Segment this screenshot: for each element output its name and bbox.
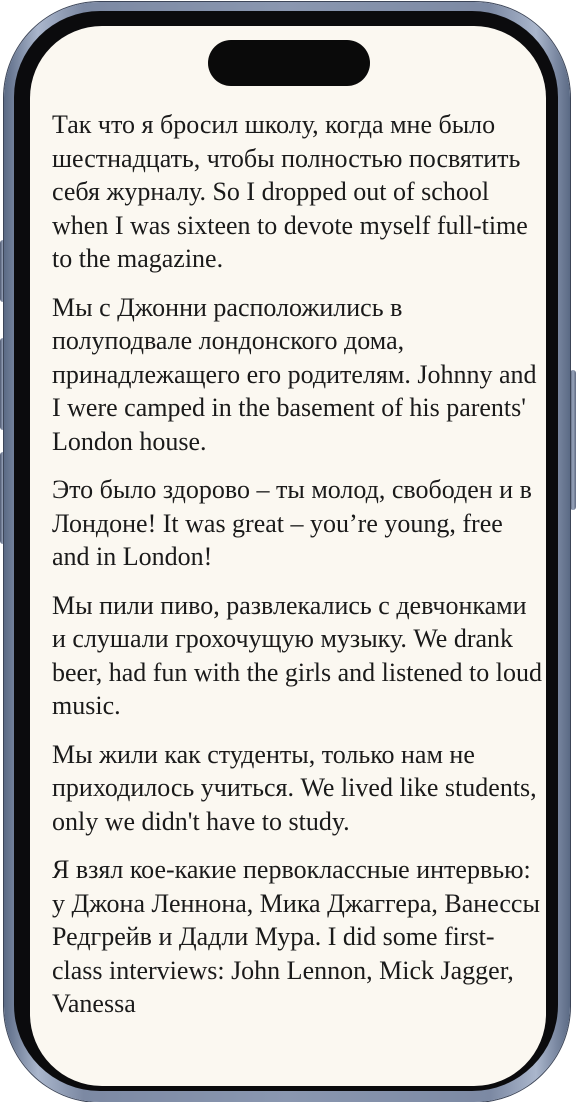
paragraph: Это было здорово – ты молод, свободен и в Лондоне! It was great – you’re young, free and in London!: [52, 475, 532, 571]
dynamic-island: [208, 40, 370, 86]
paragraph: Я взял кое-какие первоклассные интервью: у Джона Леннона, Мика Джаггера, Ванессы Редгрейв и Дадли Мура. I did some first-class interviews: John Lennon, Mick Jagger, Vanessa: [52, 855, 540, 1018]
paragraph: Мы пили пиво, развлекались с девчонками и слушали грохочущую музыку. We drank beer, had fun with the girls and listened to loud music.: [52, 590, 542, 720]
paragraph: Так что я бросил школу, когда мне было шестнадцать, чтобы полностью посвятить себя журналу. So I dropped out of school when I was sixteen to devote myself full-time to the magazine.: [52, 110, 528, 273]
paragraph: Мы жили как студенты, только нам не приходилось учиться. We lived like students, only we didn't have to study.: [52, 739, 537, 836]
power-button: [570, 370, 576, 510]
paragraph: Мы с Джонни расположились в полуподвале лондонского дома, принадлежащего его родителям. Johnny and I were camped in the basement of his parents' London house.: [52, 292, 537, 456]
phone-screen[interactable]: [30, 26, 546, 1086]
reader-text: [52, 108, 542, 1036]
